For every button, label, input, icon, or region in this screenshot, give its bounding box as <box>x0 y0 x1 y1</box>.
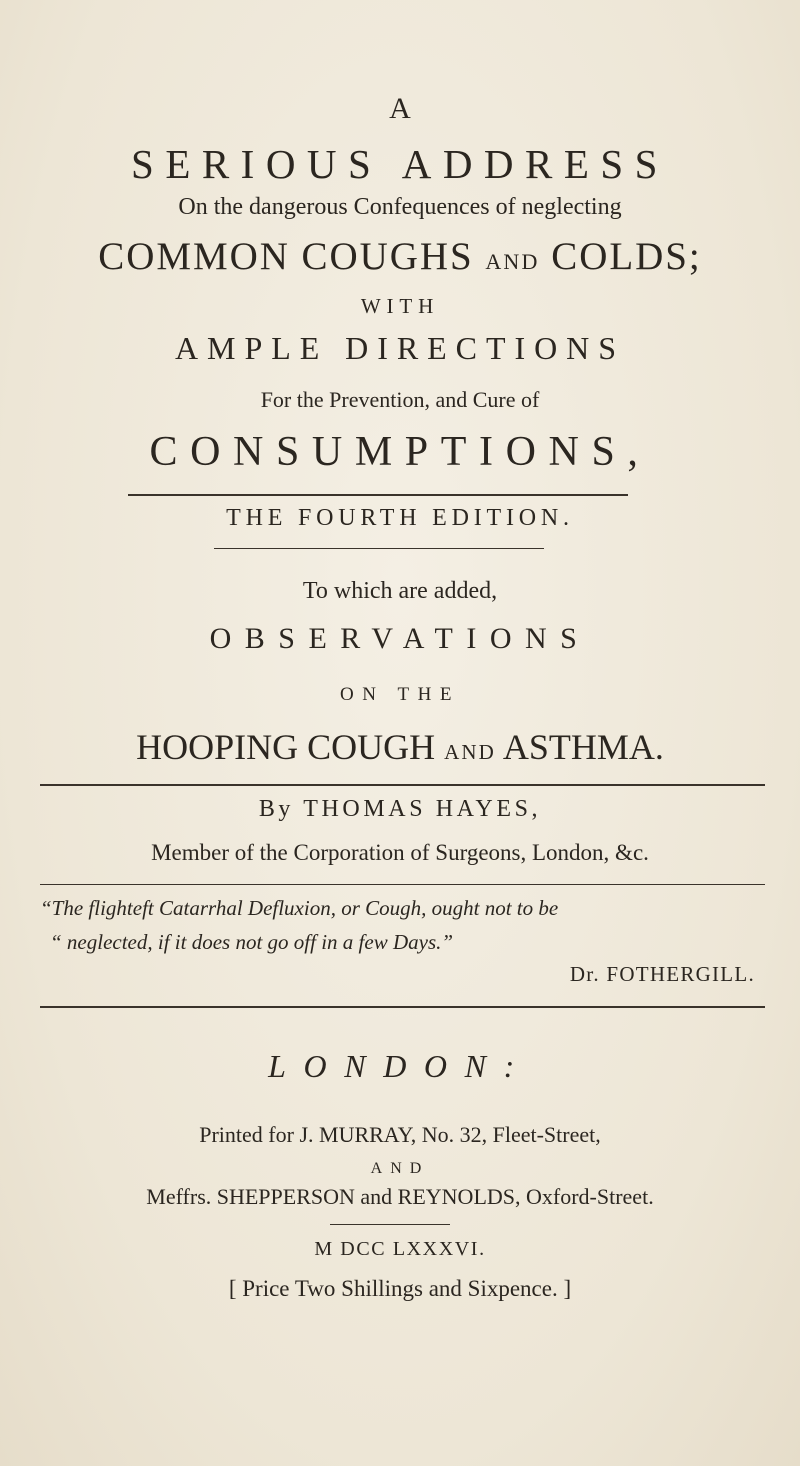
price-line: [ Price Two Shillings and Sixpence. ] <box>228 1276 572 1301</box>
with-label: WITH <box>360 294 440 318</box>
rule-3 <box>40 784 765 786</box>
rule-6 <box>330 1224 450 1225</box>
author-line: By THOMAS HAYES, <box>258 796 542 822</box>
asthma: ASTHMA. <box>502 727 664 767</box>
on-the-line: ON THE <box>339 684 461 705</box>
hooping-and: AND <box>444 740 496 764</box>
subtitle-common-coughs: COMMON COUGHS <box>98 235 474 278</box>
edition-line: THE FOURTH EDITION. <box>226 505 574 531</box>
author-role: Member of the Corporation of Surgeons, London, &c. <box>151 840 649 865</box>
hooping-line <box>0 726 800 768</box>
title-article: A <box>389 92 411 125</box>
subtitle-line1: On the dangerous Confequences of neglecting <box>178 194 622 220</box>
added-line: To which are added, <box>302 578 498 604</box>
rule-5 <box>40 1006 765 1008</box>
rule-4 <box>40 884 765 885</box>
prevention-line: For the Prevention, and Cure of <box>260 387 540 412</box>
imprint-booksellers: Meffrs. SHEPPERSON and REYNOLDS, Oxford-Street. <box>146 1184 654 1209</box>
quote-line1: “The flighteft Catarrhal Defluxion, or Cough, ought not to be <box>40 896 559 920</box>
ample-directions: AMPLE DIRECTIONS <box>174 330 626 366</box>
main-title: SERIOUS ADDRESS <box>131 141 669 187</box>
subtitle-and: AND <box>485 249 540 274</box>
imprint-printed-for: Printed for J. MURRAY, No. 32, Fleet-Street, <box>199 1122 601 1147</box>
observations-title: OBSERVATIONS <box>209 622 591 655</box>
consumptions-title: CONSUMPTIONS, <box>149 429 651 475</box>
subtitle-line2 <box>0 234 800 279</box>
quote-attribution: Dr. FOTHERGILL. <box>569 962 755 986</box>
imprint-city: LONDON: <box>268 1048 532 1084</box>
hooping-cough: HOOPING COUGH <box>136 727 436 767</box>
rule-1 <box>128 494 628 496</box>
rule-2 <box>214 548 544 549</box>
quote-line2: “ neglected, if it does not go off in a few Days.” <box>50 930 454 954</box>
subtitle-colds: COLDS; <box>551 235 702 278</box>
imprint-and: AND <box>370 1160 430 1177</box>
imprint-date: M DCC LXXXVI. <box>314 1238 486 1260</box>
